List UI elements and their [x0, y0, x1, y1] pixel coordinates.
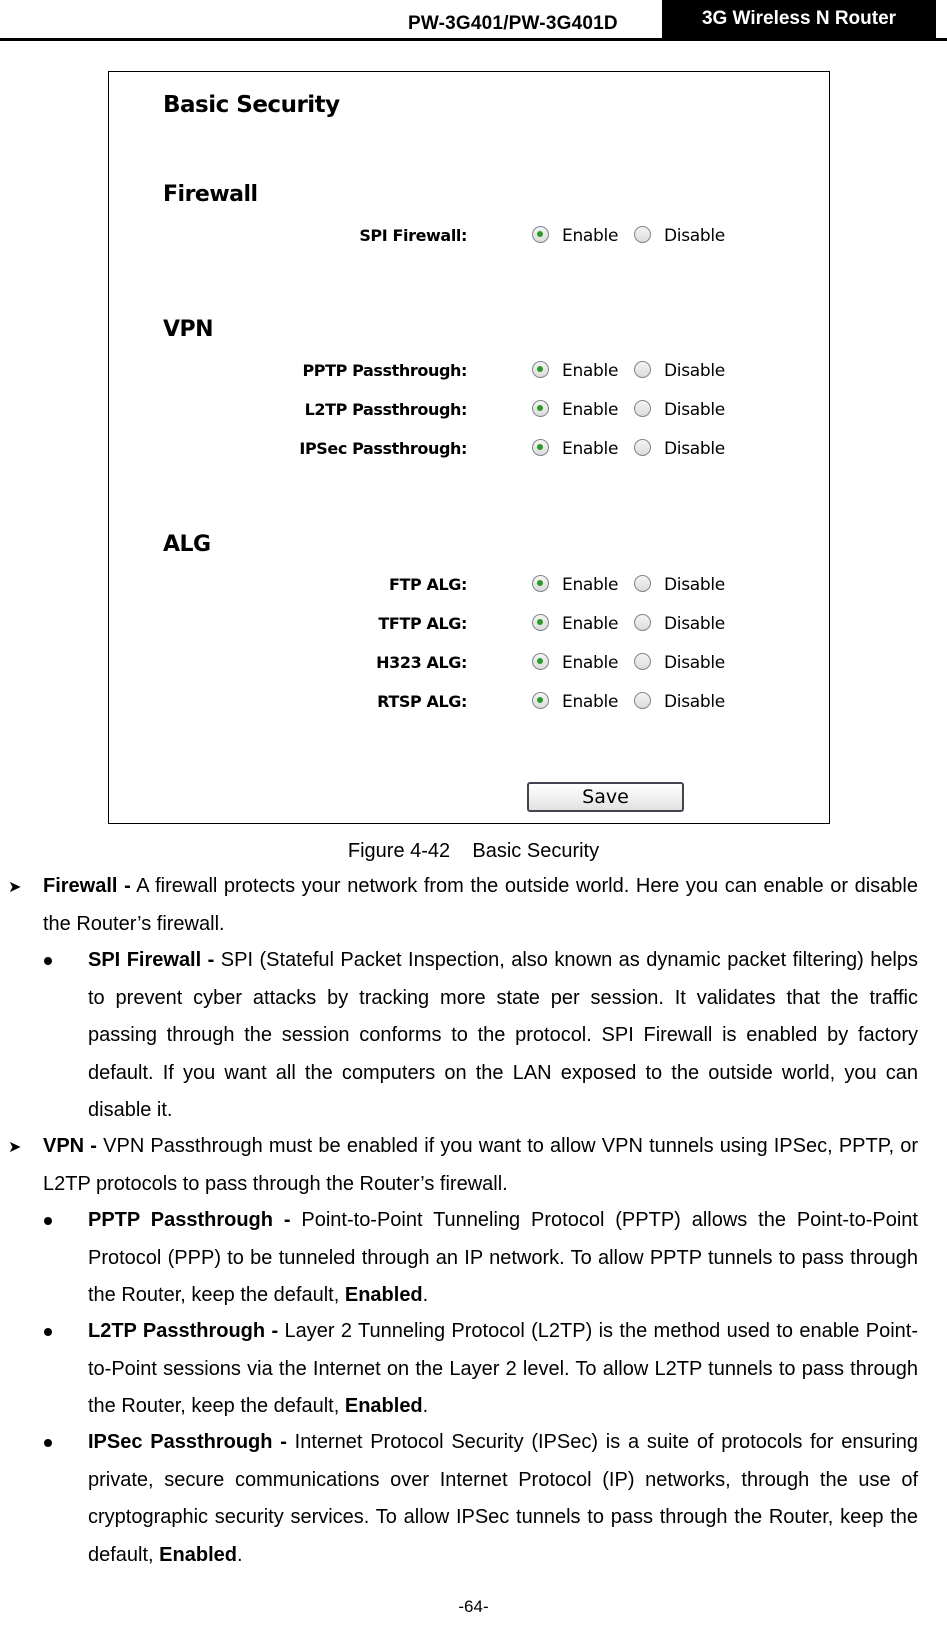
pptp-body: Point-to-Point Tunneling Protocol (PPTP) allows the Point-to-Point Protocol (PPP) to be tunneled through an IP network. To allow PPTP tunnels to pass through the Router, keep the default,	[88, 1209, 918, 1306]
row-label: PPTP Passthrough:	[302, 361, 467, 380]
l2tp-emph: Enabled	[344, 1395, 423, 1417]
enable-radio[interactable]	[532, 439, 549, 456]
firewall-term: Firewall -	[43, 875, 131, 897]
row-label: L2TP Passthrough:	[304, 400, 467, 419]
disable-label: Disable	[664, 400, 725, 420]
spi-body: SPI (Stateful Packet Inspection, also known as dynamic packet filtering) helps to prevent cyber attacks by tracking more state per session. It validates that the traffic passing through the session conforms to the protocol. SPI Firewall is enabled by factory default. If you want all the computers on the LAN exposed to the outside world, you can disable it.	[88, 949, 919, 1121]
pptp-paragraph	[88, 1202, 918, 1315]
row-label: SPI Firewall:	[359, 226, 467, 245]
page-number: -64-	[458, 1597, 489, 1616]
firewall-paragraph	[43, 868, 918, 943]
header-product-tab	[662, 0, 936, 39]
enable-label: Enable	[562, 439, 619, 459]
dot-bullet-icon	[44, 1439, 52, 1447]
enable-label: Enable	[562, 614, 619, 634]
disable-label: Disable	[664, 653, 725, 673]
enable-radio[interactable]	[532, 653, 549, 670]
row-ftp-alg	[109, 572, 829, 598]
ipsec-paragraph	[88, 1424, 918, 1574]
enable-label: Enable	[562, 575, 619, 595]
header-rule	[0, 38, 947, 41]
arrow-bullet-icon: ➤	[8, 1139, 22, 1156]
row-label: FTP ALG:	[388, 575, 467, 594]
pptp-term: PPTP Passthrough -	[88, 1209, 291, 1231]
ipsec-term: IPSec Passthrough -	[88, 1431, 287, 1453]
row-label: TFTP ALG:	[378, 614, 467, 633]
enable-radio[interactable]	[532, 400, 549, 417]
row-label: RTSP ALG:	[377, 692, 467, 711]
figure-title: Basic Security	[163, 92, 340, 118]
disable-radio[interactable]	[634, 361, 651, 378]
disable-radio[interactable]	[634, 400, 651, 417]
figure-caption: Figure 4-42 Basic Security	[347, 840, 600, 862]
l2tp-paragraph	[88, 1313, 918, 1426]
enable-radio[interactable]	[532, 226, 549, 243]
disable-label: Disable	[664, 692, 725, 712]
disable-label: Disable	[664, 614, 725, 634]
l2tp-body: Layer 2 Tunneling Protocol (L2TP) is the method used to enable Point-to-Point sessions via the Internet on the Layer 2 level. To allow L2TP tunnels to pass through the Router, keep the default,	[88, 1320, 919, 1417]
disable-radio[interactable]	[634, 439, 651, 456]
disable-label: Disable	[664, 361, 725, 381]
row-rtsp-alg	[109, 689, 829, 715]
disable-radio[interactable]	[634, 614, 651, 631]
row-tftp-alg	[109, 611, 829, 637]
l2tp-term: L2TP Passthrough -	[88, 1320, 279, 1342]
pptp-end: .	[422, 1284, 429, 1306]
enable-radio[interactable]	[532, 614, 549, 631]
enable-radio[interactable]	[532, 692, 549, 709]
enable-label: Enable	[562, 692, 619, 712]
row-spi-firewall	[109, 223, 829, 249]
enable-label: Enable	[562, 653, 619, 673]
vpn-term: VPN -	[43, 1135, 97, 1157]
arrow-bullet-icon: ➤	[8, 879, 22, 896]
section-heading-firewall: Firewall	[163, 182, 258, 207]
page-header	[0, 0, 947, 42]
dot-bullet-icon	[44, 957, 52, 965]
section-heading-vpn: VPN	[163, 317, 214, 342]
dot-bullet-icon	[44, 1328, 52, 1336]
dot-bullet-icon	[44, 1217, 52, 1225]
disable-radio[interactable]	[634, 575, 651, 592]
disable-label: Disable	[664, 575, 725, 595]
row-label: H323 ALG:	[376, 653, 467, 672]
basic-security-figure	[108, 71, 830, 824]
save-button[interactable]: Save	[527, 782, 684, 812]
row-label: IPSec Passthrough:	[299, 439, 467, 458]
enable-radio[interactable]	[532, 361, 549, 378]
header-product: 3G Wireless N Router	[701, 8, 897, 29]
enable-label: Enable	[562, 226, 619, 246]
row-ipsec-passthrough	[109, 436, 829, 462]
disable-radio[interactable]	[634, 226, 651, 243]
row-l2tp-passthrough	[109, 397, 829, 423]
l2tp-end: .	[422, 1395, 429, 1417]
disable-label: Disable	[664, 439, 725, 459]
enable-label: Enable	[562, 361, 619, 381]
section-heading-alg: ALG	[163, 532, 211, 557]
spi-term: SPI Firewall -	[88, 949, 215, 971]
firewall-body: A firewall protects your network from the outside world. Here you can enable or disable the Router’s firewall.	[43, 875, 918, 935]
row-pptp-passthrough	[109, 358, 829, 384]
disable-label: Disable	[664, 226, 725, 246]
header-model: PW-3G401/PW-3G401D	[408, 13, 618, 34]
row-h323-alg	[109, 650, 829, 676]
vpn-body: VPN Passthrough must be enabled if you want to allow VPN tunnels using IPSec, PPTP, or L2TP protocols to pass through the Router’s firewall.	[43, 1135, 919, 1195]
ipsec-body: Internet Protocol Security (IPSec) is a suite of protocols for ensuring private, secure communications over Internet Protocol (IP) networks, through the use of cryptographic security services. To allow IPSec tunnels to pass through the Router, keep the default,	[88, 1431, 918, 1566]
spi-firewall-paragraph	[88, 942, 918, 1130]
enable-label: Enable	[562, 400, 619, 420]
ipsec-emph: Enabled	[159, 1543, 237, 1566]
ipsec-end: .	[236, 1543, 243, 1566]
enable-radio[interactable]	[532, 575, 549, 592]
vpn-paragraph	[43, 1128, 918, 1203]
pptp-emph: Enabled	[344, 1284, 423, 1306]
disable-radio[interactable]	[634, 692, 651, 709]
disable-radio[interactable]	[634, 653, 651, 670]
